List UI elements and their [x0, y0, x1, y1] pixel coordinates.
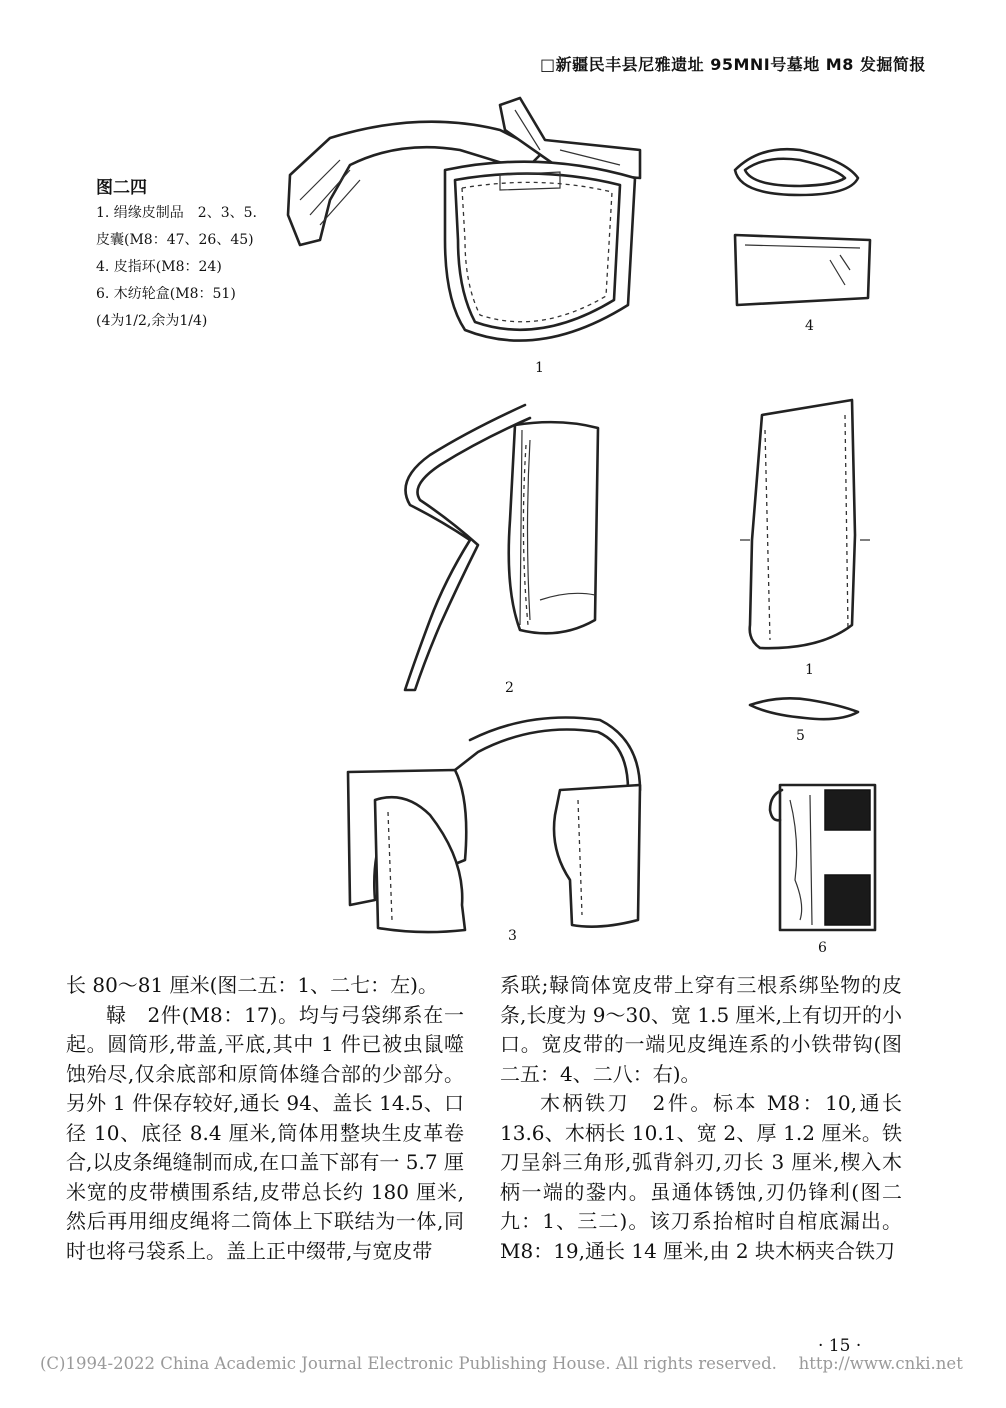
right-column	[500, 971, 902, 1266]
figure-label: 4	[805, 318, 814, 334]
page-number: · 15 ·	[818, 1336, 862, 1356]
figure-label: 5	[796, 728, 805, 744]
paragraph: 木柄铁刀 2件。标本 M8：10,通长 13.6、木柄长 10.1、宽 2、厚 1.2 厘米。铁刀呈斜三角形,弧背斜刃,刃长 3 厘米,楔入木柄一端的銎内。虽通体锈蚀,刃仍锋利(图二九：1、三二)。该刀系抬棺时自棺底漏出。M8：19,通长 14 厘米,由 2 块木柄夹合铁刀	[500, 1091, 902, 1263]
figure-label: 3	[508, 928, 517, 944]
caption-line: (4为1/2,余为1/4)	[96, 313, 208, 329]
caption-line: 6. 木纺轮盒(M8：51)	[96, 286, 236, 302]
figure-title: 图二四	[96, 178, 147, 198]
paragraph: 长 80～81 厘米(图二五：1、二七：左)。	[66, 973, 438, 997]
figure-label: 6	[818, 940, 827, 956]
figure-label: 1	[805, 662, 814, 678]
caption-line: 皮囊(M8：47、26、45)	[96, 232, 254, 248]
running-header: □新疆民丰县尼雅遗址 95MNⅠ号墓地 M8 发掘简报	[540, 55, 926, 74]
figure-label: 1	[535, 360, 544, 376]
caption-line: 1. 绢缘皮制品 2、3、5.	[96, 205, 257, 221]
paragraph: 䩮 2件(M8：17)。均与弓袋绑系在一起。圆筒形,带盖,平底,其中 1 件已被虫鼠噬蚀殆尽,仅余底部和原筒体缝合部的少部分。另外 1 件保存较好,通长 94、盖长 14.5、口径 10、底径 8.4 厘米,筒体用整块生皮革卷合,以皮条绳缝制而成,在口盖下部有一 5.7 厘米宽的皮带横围系结,皮带总长约 180 厘米,然后再用细皮绳将二筒体上下联结为一体,同时也将弓袋系上。盖上正中缀带,与宽皮带	[66, 1002, 464, 1263]
figure-label: 2	[505, 680, 514, 696]
left-column	[66, 971, 464, 1266]
copyright-footer: (C)1994-2022 China Academic Journal Electronic Publishing House. All rights reserved. http://www.cnki.net	[40, 1354, 963, 1373]
paragraph: 系联;䩮筒体宽皮带上穿有三根系绑坠物的皮条,长度为 9～30、宽 1.5 厘米,上有切开的小口。宽皮带的一端见皮绳连系的小铁带钩(图二五：4、二八：右)。	[500, 973, 902, 1086]
caption-line: 4. 皮指环(M8：24)	[96, 259, 222, 275]
